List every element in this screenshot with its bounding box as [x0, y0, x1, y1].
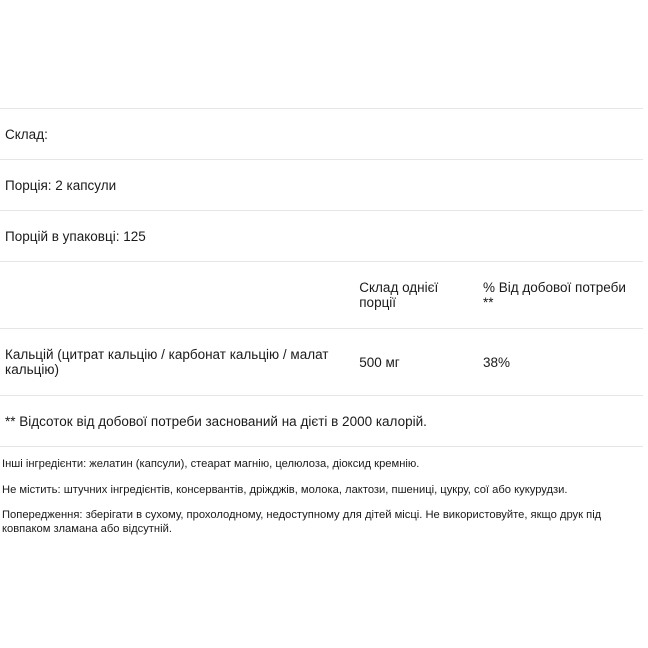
warning-statement: Попередження: зберігати в сухому, прохолодному, недоступному для дітей місці. Не використовуйте, якщо друк під ковпаком зламана або відсутній.	[2, 509, 602, 535]
footnote-row	[0, 396, 643, 447]
table-header-row	[0, 262, 643, 329]
other-ingredients: Інші інгредієнти: желатин (капсули), стеарат магнію, целюлоза, діоксид кремнію.	[2, 458, 420, 470]
composition-label: Склад:	[0, 109, 643, 160]
supplement-facts-table	[0, 108, 643, 447]
table-row	[0, 329, 643, 396]
serving-size: Порція: 2 капсули	[0, 160, 643, 211]
footnote: ** Відсоток від добової потреби заснований на дієті в 2000 калорій.	[0, 396, 643, 447]
servings-per-container-row	[0, 211, 643, 262]
free-of-statement: Не містить: штучних інгредієнтів, консервантів, дріжджів, молока, лактози, пшениці, цукру, сої або кукурудзи.	[2, 484, 568, 496]
header-daily-value: % Від добової потреби **	[471, 262, 643, 329]
serving-size-row	[0, 160, 643, 211]
nutrient-daily-value: 38%	[471, 329, 643, 396]
servings-per-container: Порцій в упаковці: 125	[0, 211, 643, 262]
nutrient-amount: 500 мг	[353, 329, 471, 396]
nutrient-name: Кальцій (цитрат кальцію / карбонат кальцію / малат кальцію)	[0, 329, 353, 396]
header-amount: Склад однієї порції	[353, 262, 471, 329]
composition-row	[0, 109, 643, 160]
header-name-cell	[0, 262, 353, 329]
notes-section	[0, 457, 643, 547]
